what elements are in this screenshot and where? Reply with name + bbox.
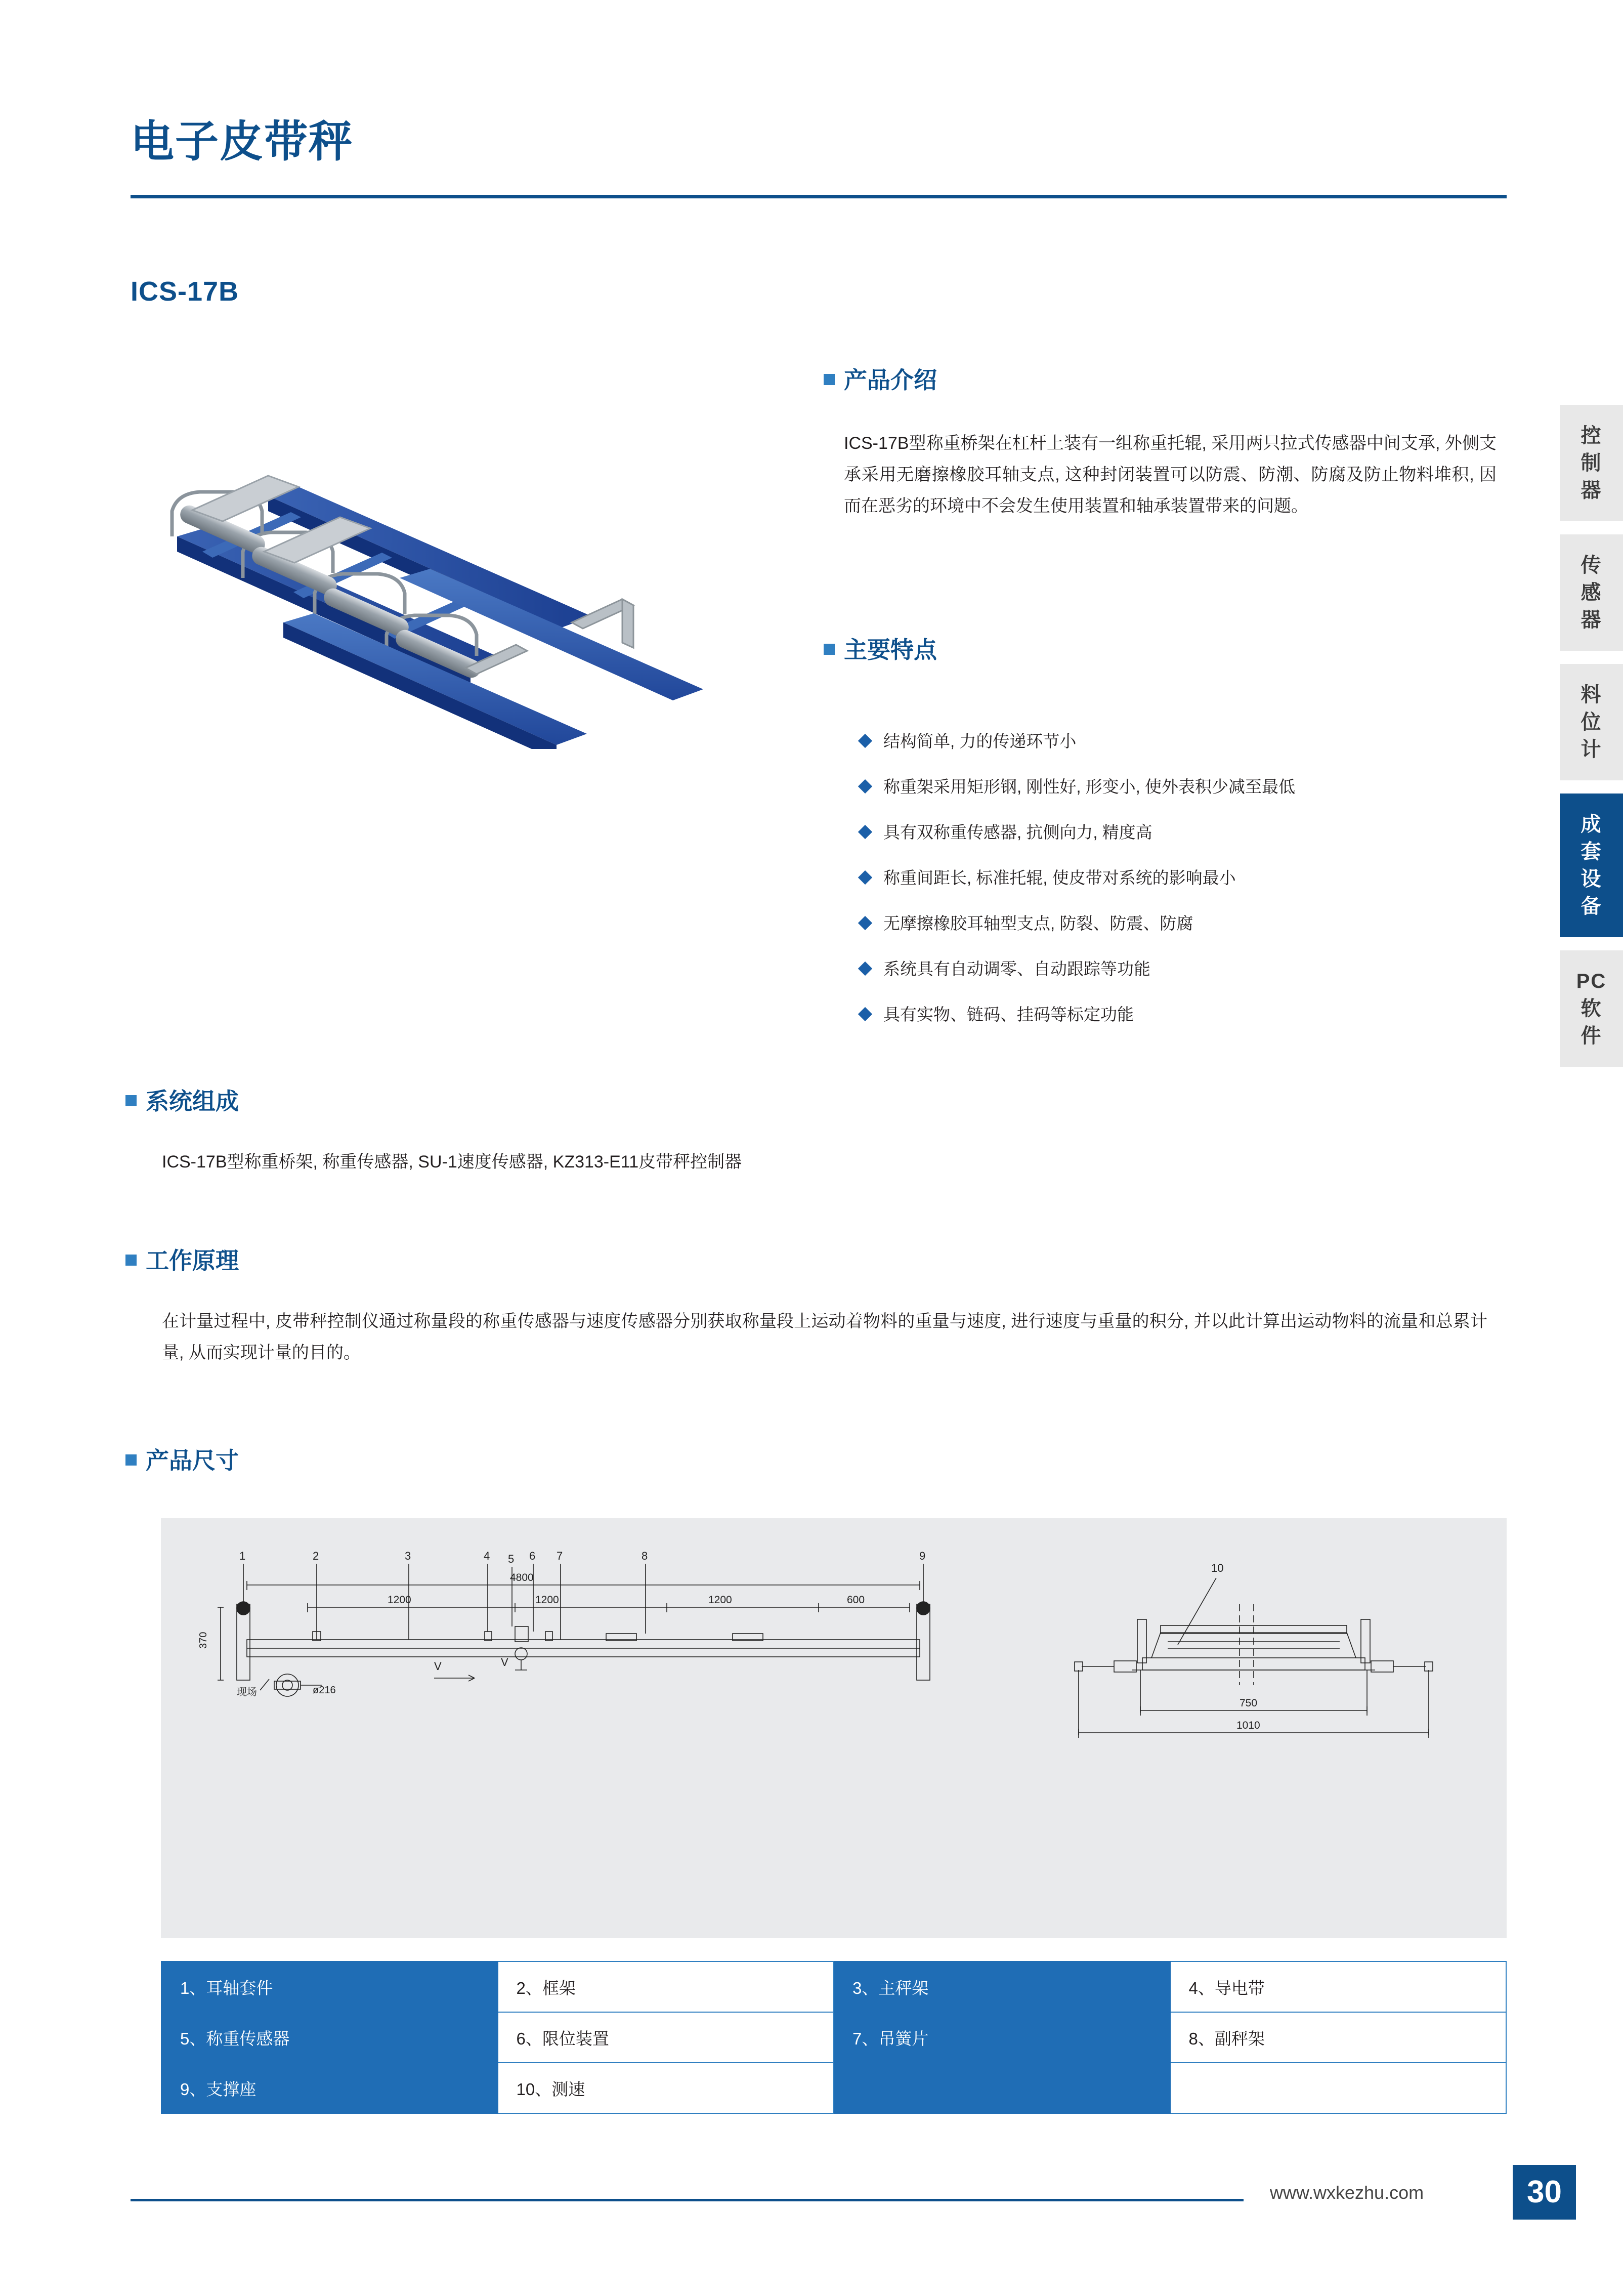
bullet-square-icon (125, 1255, 137, 1266)
diamond-bullet-icon (858, 1007, 872, 1021)
svg-text:现场: 现场 (237, 1687, 257, 1698)
page-number: 30 (1513, 2165, 1576, 2220)
diamond-bullet-icon (858, 779, 872, 794)
legend-cell: 6、限位装置 (498, 2012, 834, 2063)
table-row (161, 2012, 1506, 2063)
list-item: 具有双称重传感器, 抗侧向力, 精度高 (860, 820, 1518, 845)
svg-text:10: 10 (1211, 1562, 1224, 1574)
page-title: 电子皮带秤 (131, 117, 353, 166)
svg-text:370: 370 (198, 1632, 209, 1649)
svg-text:1200: 1200 (708, 1594, 732, 1606)
composition-paragraph: ICS-17B型称重桥架, 称重传感器, SU-1速度传感器, KZ313-E11皮带秤控制器 (162, 1152, 742, 1172)
legend-cell (1170, 2063, 1507, 2113)
side-tab-sensor[interactable]: 传 感 器 (1560, 534, 1623, 651)
legend-cell: 3、主秤架 (834, 1961, 1170, 2012)
bullet-square-icon (125, 1095, 137, 1106)
principle-paragraph: 在计量过程中, 皮带秤控制仪通过称量段的称重传感器与速度传感器分别获取称量段上运动着物料的重量与速度, 进行速度与重量的积分, 并以此计算出运动物料的流量和总累计量, 从而实现计量的目的。 (162, 1312, 1487, 1362)
legend-cell: 4、导电带 (1170, 1961, 1507, 2012)
table-row (161, 2063, 1506, 2113)
footer-website: www.wxkezhu.com (1270, 2182, 1424, 2203)
svg-text:7: 7 (557, 1550, 563, 1562)
svg-text:1010: 1010 (1236, 1720, 1260, 1731)
legend-cell: 2、框架 (498, 1961, 834, 2012)
svg-text:8: 8 (642, 1550, 648, 1562)
feature-list (860, 729, 1518, 1048)
legend-cell (834, 2063, 1170, 2113)
svg-text:4: 4 (484, 1550, 490, 1562)
section-heading-composition: 系统组成 (125, 1083, 239, 1116)
diamond-bullet-icon (858, 916, 872, 930)
diamond-bullet-icon (858, 870, 872, 885)
svg-text:2: 2 (313, 1550, 319, 1562)
side-tab-level-meter[interactable]: 料 位 计 (1560, 664, 1623, 780)
legend-cell: 9、支撑座 (161, 2063, 498, 2113)
svg-text:V: V (434, 1660, 442, 1673)
svg-text:1200: 1200 (535, 1594, 559, 1606)
legend-table (161, 1961, 1507, 2114)
svg-text:9: 9 (919, 1550, 926, 1562)
bullet-square-icon (824, 374, 835, 385)
side-tab-controller[interactable]: 控 制 器 (1560, 405, 1623, 521)
side-tab-complete-equipment[interactable]: 成 套 设 备 (1560, 794, 1623, 937)
section-heading-features: 主要特点 (824, 632, 937, 665)
list-item: 系统具有自动调零、自动跟踪等功能 (860, 956, 1518, 982)
side-tab-bar (1560, 405, 1623, 1080)
list-item: 称重架采用矩形钢, 刚性好, 形变小, 使外表积少减至最低 (860, 774, 1518, 800)
svg-text:3: 3 (405, 1550, 411, 1562)
side-tab-pc-software[interactable]: PC 软 件 (1560, 950, 1623, 1067)
diamond-bullet-icon (858, 734, 872, 748)
svg-text:1200: 1200 (388, 1594, 411, 1606)
title-divider (131, 195, 1507, 198)
section-heading-principle: 工作原理 (125, 1242, 239, 1276)
diamond-bullet-icon (858, 962, 872, 976)
table-row (161, 1961, 1506, 2012)
section-heading-intro: 产品介绍 (824, 362, 937, 395)
model-title: ICS-17B (131, 276, 239, 307)
list-item: 结构简单, 力的传递环节小 (860, 729, 1518, 754)
svg-text:1: 1 (239, 1550, 246, 1562)
list-item: 具有实物、链码、挂码等标定功能 (860, 1002, 1518, 1027)
product-illustration (116, 385, 825, 749)
legend-cell: 7、吊簧片 (834, 2012, 1170, 2063)
list-item: 无摩擦橡胶耳轴型支点, 防裂、防震、防腐 (860, 911, 1518, 936)
svg-text:750: 750 (1240, 1697, 1258, 1709)
intro-paragraph: ICS-17B型称重桥架在杠杆上装有一组称重托辊, 采用两只拉式传感器中间支承, 外侧支承采用无磨擦橡胶耳轴支点, 这种封闭装置可以防震、防潮、防腐及防止物料堆积, 因而在恶劣的环境中不会发生使用装置和轴承装置带来的问题。 (844, 434, 1497, 516)
legend-cell: 10、测速 (498, 2063, 834, 2113)
section-heading-dimensions: 产品尺寸 (125, 1442, 239, 1476)
svg-text:6: 6 (529, 1550, 536, 1562)
svg-text:5: 5 (508, 1553, 515, 1565)
bullet-square-icon (824, 644, 835, 655)
list-item: 称重间距长, 标准托辊, 使皮带对系统的影响最小 (860, 865, 1518, 891)
diamond-bullet-icon (858, 825, 872, 839)
svg-text:V: V (501, 1656, 508, 1668)
legend-cell: 8、副秤架 (1170, 2012, 1507, 2063)
svg-text:ø216: ø216 (313, 1685, 336, 1696)
svg-text:600: 600 (847, 1594, 865, 1606)
svg-text:4800: 4800 (510, 1572, 534, 1583)
legend-cell: 5、称重传感器 (161, 2012, 498, 2063)
bullet-square-icon (125, 1454, 137, 1466)
footer-divider (131, 2199, 1244, 2201)
legend-cell: 1、耳轴套件 (161, 1961, 498, 2012)
dimension-drawing (161, 1518, 1507, 1938)
